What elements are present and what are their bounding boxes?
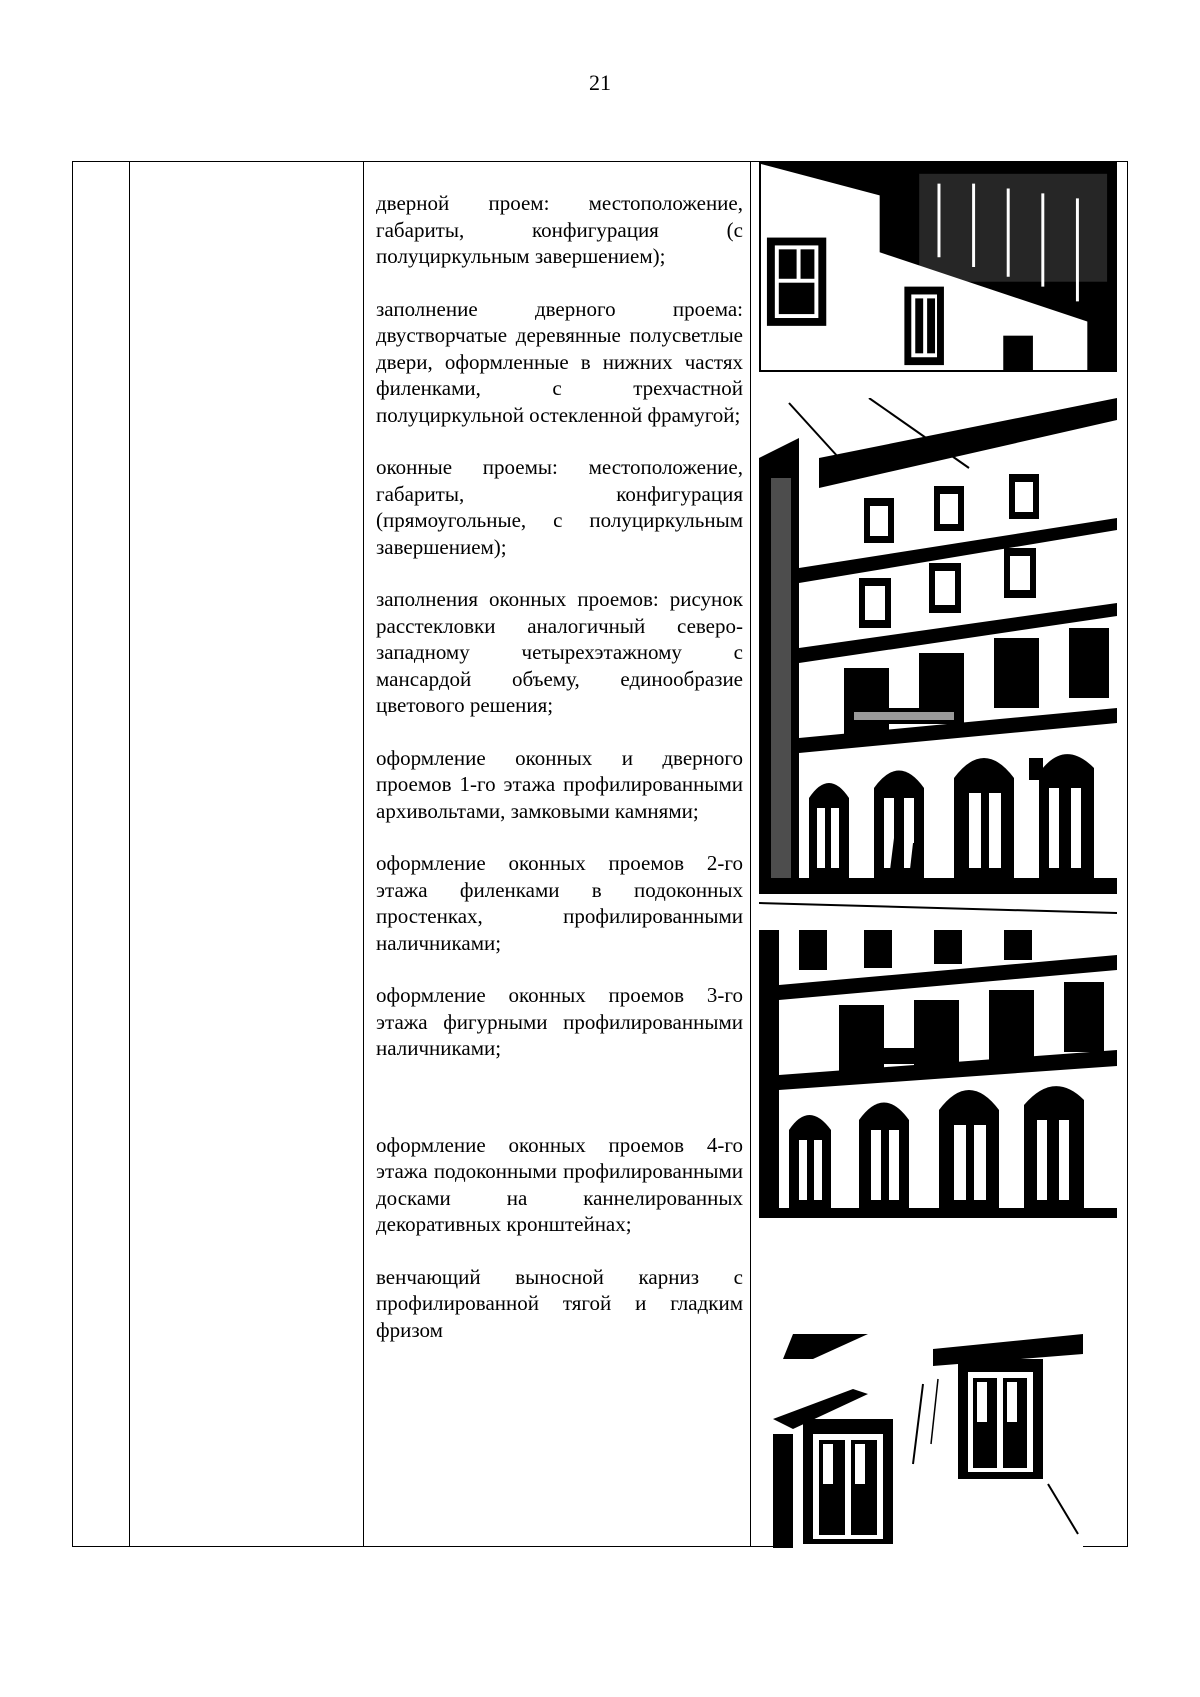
paragraph-window-openings: оконные проемы: местоположение, габариты, конфигурация (прямоугольные, с полуциркульным завершением); [376, 455, 743, 559]
architectural-elements-table [72, 161, 1128, 1547]
column-divider-2 [363, 162, 364, 1546]
paragraph-first-floor-decor: оформление оконных и дверного проемов 1-го этажа профилированными архивольтами, замковыми камнями; [376, 745, 743, 823]
paragraph-window-fillings: заполнения оконных проемов: рисунок расстекловки аналогичный северо-западному четырехэтажному с мансардой объему, единообразие цветового решения; [376, 587, 743, 717]
protected-elements-description [376, 190, 743, 1343]
photo-fourth-floor-windows [773, 1334, 1083, 1548]
paragraph-third-floor-decor: оформление оконных проемов 3-го этажа фигурными профилированными наличниками; [376, 983, 743, 1060]
paragraph-door-opening: дверной проем: местоположение, габариты, конфигурация (с полуциркульным завершением); [376, 191, 743, 268]
photo-facade-lower-floors [759, 930, 1117, 1218]
page-number: 21 [589, 70, 611, 95]
photo-upper-facade-windows [759, 162, 1117, 372]
column-divider-1 [129, 162, 130, 1546]
photo-building-facade [759, 398, 1117, 930]
paragraph-second-floor-decor: оформление оконных проемов 2-го этажа филенками в подоконных простенках, профилированными наличниками; [376, 851, 743, 955]
paragraph-cornice: венчающий выносной карниз с профилированной тягой и гладким фризом [376, 1264, 743, 1342]
paragraph-door-filling: заполнение дверного проема: двустворчатые деревянные полусветлые двери, оформленные в нижних частях филенками, с трехчастной полуциркульной остекленной фрамугой; [376, 296, 743, 427]
column-divider-3 [750, 162, 751, 1546]
paragraph-fourth-floor-decor: оформление оконных проемов 4-го этажа подоконными профилированными досками на каннелированных декоративных кронштейнах; [376, 1132, 743, 1236]
